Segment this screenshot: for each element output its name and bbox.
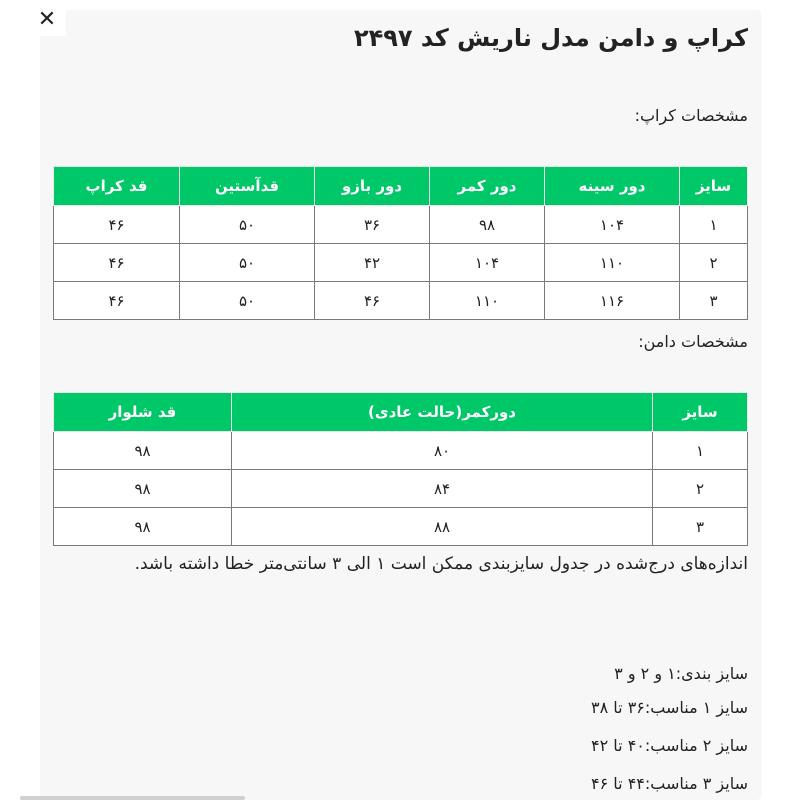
table-cell: ۱	[680, 206, 748, 244]
table-cell: ۱۱۶	[545, 282, 680, 320]
size-fit-line: سایز ۲ مناسب:۴۰ تا ۴۲	[591, 736, 748, 755]
table-cell: ۱۰۴	[430, 244, 545, 282]
table-cell: ۳	[680, 282, 748, 320]
table-cell: ۴۶	[54, 244, 180, 282]
table-cell: ۴۶	[54, 282, 180, 320]
crop-header-waist: دور کمر	[430, 167, 545, 206]
skirt-spec-label: مشخصات دامن:	[638, 332, 748, 351]
table-cell: ۱	[653, 432, 748, 470]
table-row	[54, 206, 748, 244]
crop-header-row	[54, 167, 748, 206]
crop-spec-label: مشخصات کراپ:	[634, 106, 748, 125]
crop-header-length: قد کراپ	[54, 167, 180, 206]
table-cell: ۹۸	[54, 470, 232, 508]
table-cell: ۱۱۰	[430, 282, 545, 320]
table-row	[54, 470, 748, 508]
measurement-note: اندازه‌های درج‌شده در جدول سایزبندی ممکن است ۱ الی ۳ سانتی‌متر خطا داشته باشد.	[134, 554, 748, 574]
table-cell: ۵۰	[180, 206, 315, 244]
table-cell: ۲	[680, 244, 748, 282]
close-icon[interactable]: ✕	[28, 2, 66, 36]
table-row	[54, 244, 748, 282]
size-guide-panel	[40, 10, 762, 800]
horizontal-scrollbar[interactable]	[20, 796, 245, 800]
table-cell: ۸۴	[232, 470, 653, 508]
table-cell: ۵۰	[180, 244, 315, 282]
crop-size-table	[53, 166, 748, 320]
table-cell: ۹۸	[54, 508, 232, 546]
table-cell: ۱۱۰	[545, 244, 680, 282]
table-cell: ۹۸	[54, 432, 232, 470]
table-cell: ۵۰	[180, 282, 315, 320]
skirt-header-length: قد شلوار	[54, 393, 232, 432]
table-cell: ۴۶	[54, 206, 180, 244]
crop-header-chest: دور سینه	[545, 167, 680, 206]
table-cell: ۴۶	[315, 282, 430, 320]
table-cell: ۲	[653, 470, 748, 508]
size-range-line: سایز بندی:۱ و ۲ و ۳	[614, 664, 748, 683]
table-cell: ۳	[653, 508, 748, 546]
table-cell: ۱۰۴	[545, 206, 680, 244]
crop-header-sleeve: قدآستین	[180, 167, 315, 206]
table-cell: ۹۸	[430, 206, 545, 244]
table-cell: ۴۲	[315, 244, 430, 282]
table-row	[54, 508, 748, 546]
skirt-header-size: سایز	[653, 393, 748, 432]
crop-header-arm: دور بازو	[315, 167, 430, 206]
size-fit-line: سایز ۳ مناسب:۴۴ تا ۴۶	[591, 774, 748, 793]
table-cell: ۸۰	[232, 432, 653, 470]
size-fit-line: سایز ۱ مناسب:۳۶ تا ۳۸	[591, 698, 748, 717]
skirt-header-waist: دورکمر(حالت عادی)	[232, 393, 653, 432]
crop-header-size: سایز	[680, 167, 748, 206]
table-cell: ۸۸	[232, 508, 653, 546]
skirt-size-table	[53, 392, 748, 546]
page-title: کراپ و دامن مدل ناریش کد ۲۴۹۷	[353, 24, 748, 52]
table-cell: ۳۶	[315, 206, 430, 244]
skirt-header-row	[54, 393, 748, 432]
table-row	[54, 282, 748, 320]
table-row	[54, 432, 748, 470]
